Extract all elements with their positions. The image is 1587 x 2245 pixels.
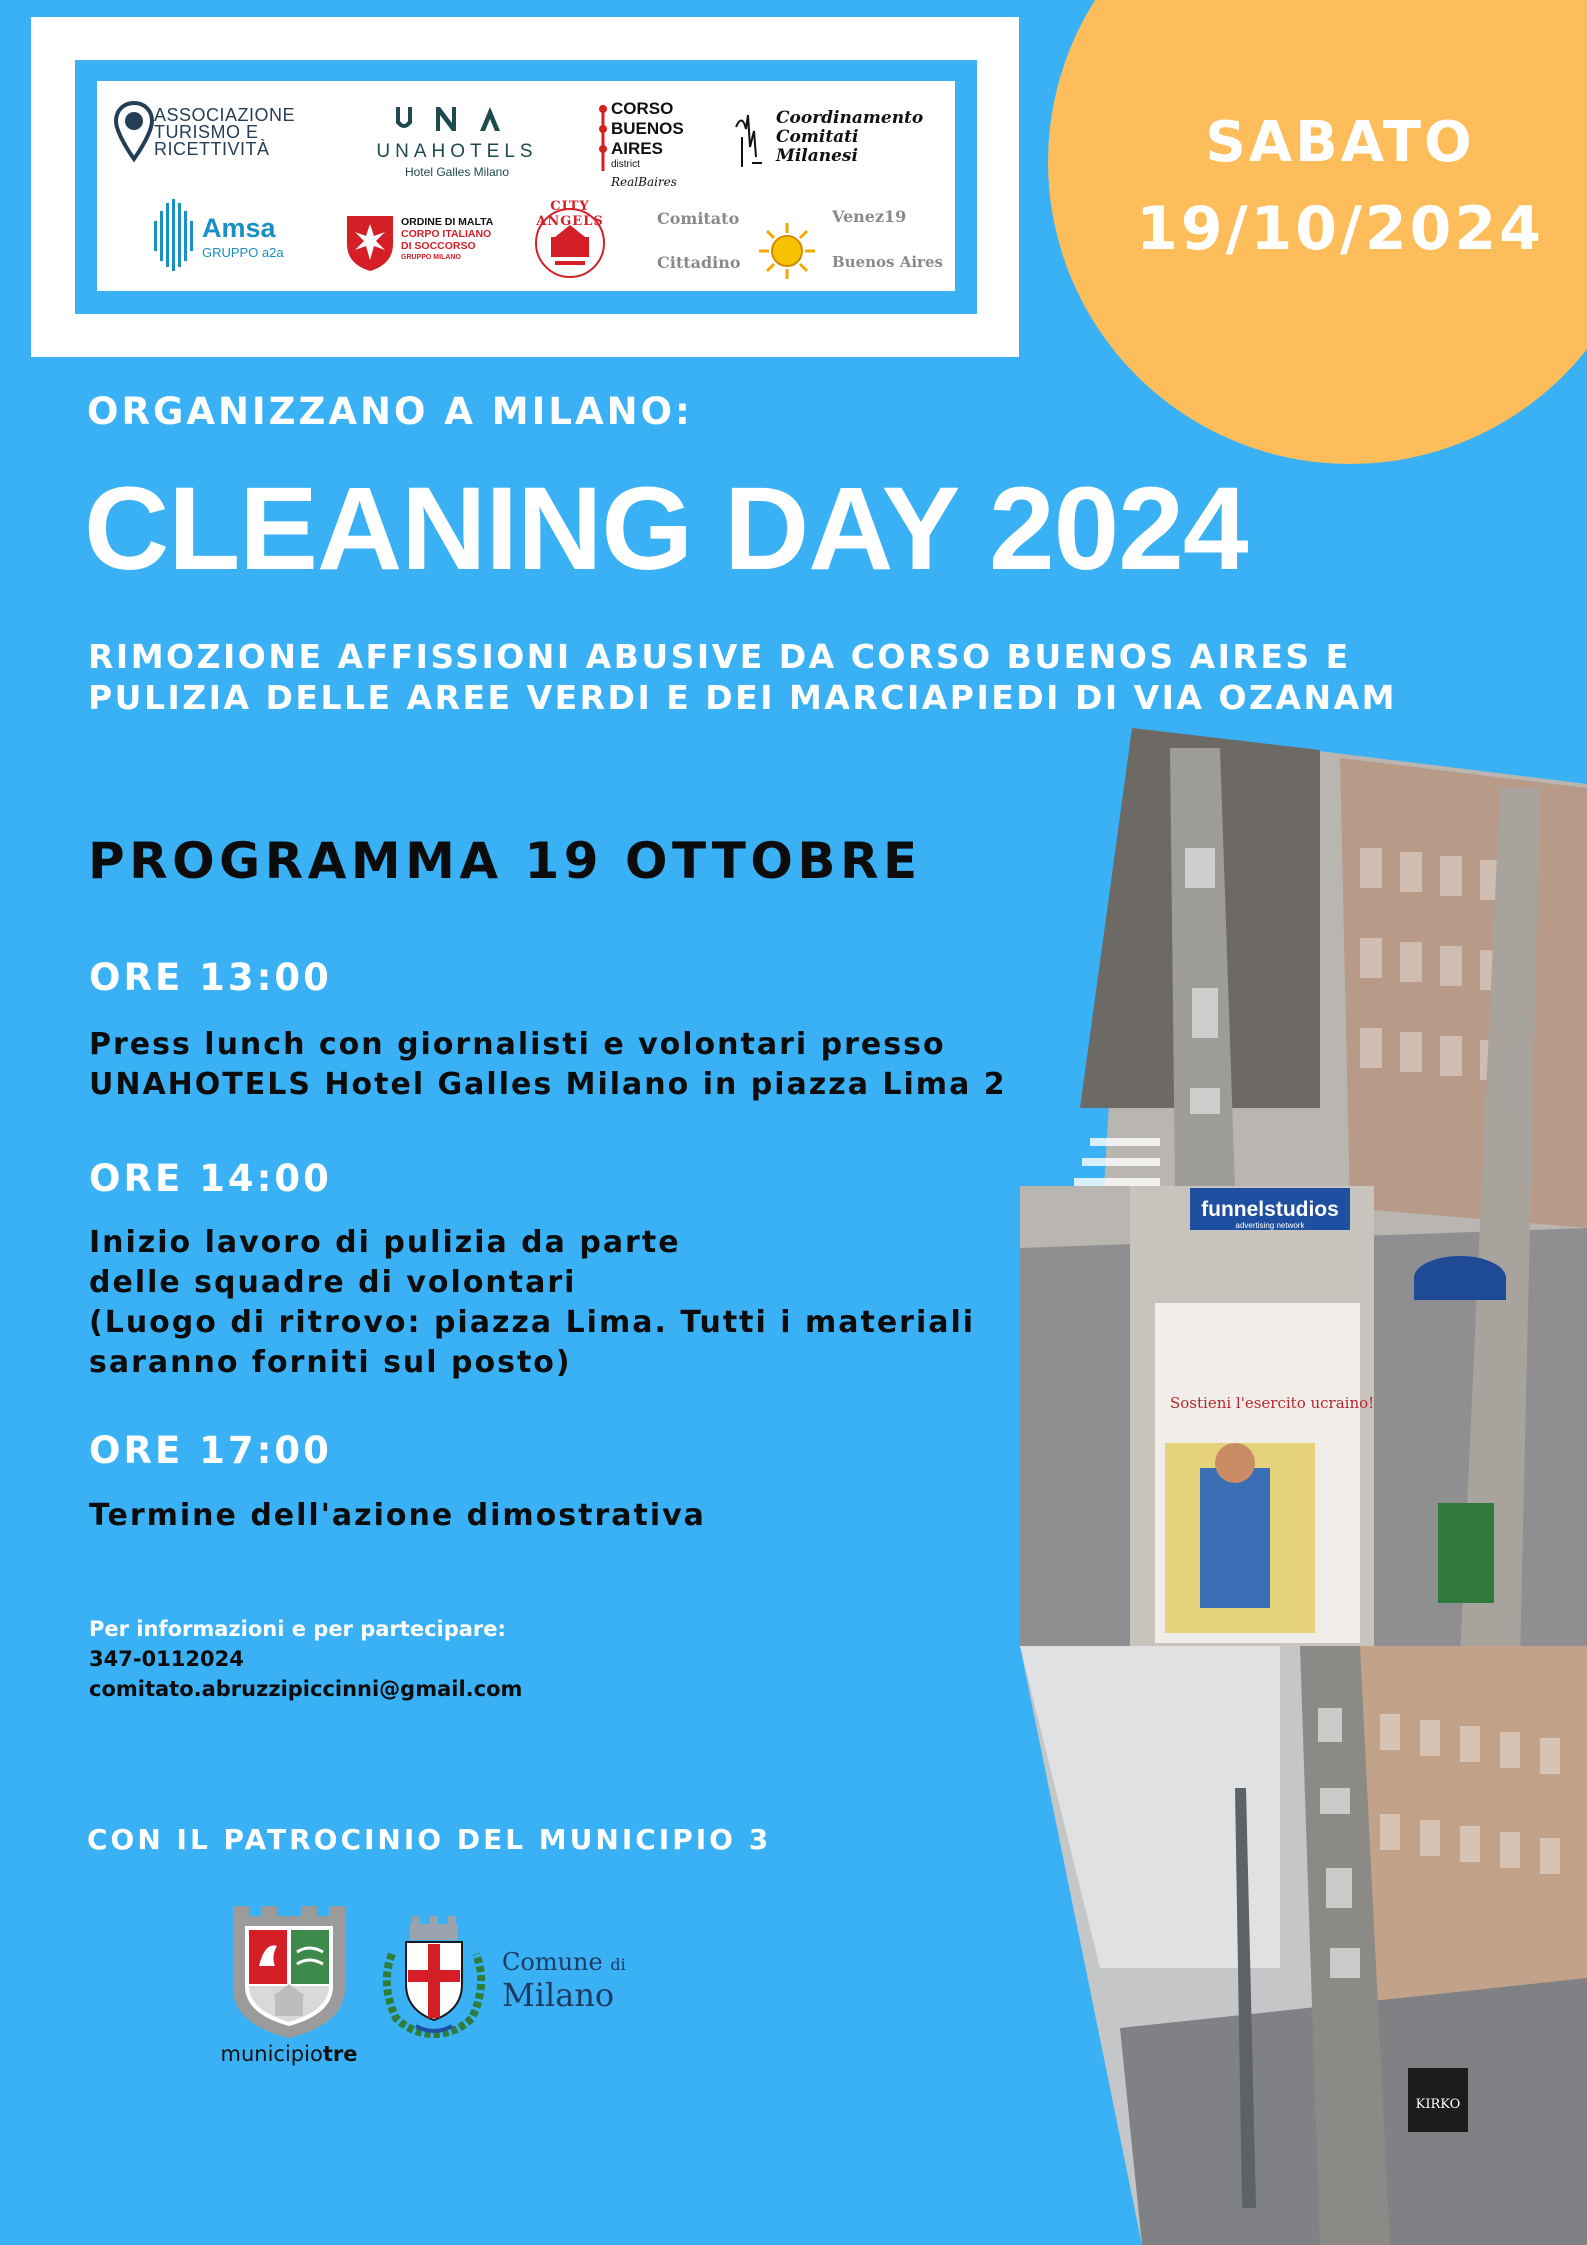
comitato-line-2: Cittadino bbox=[657, 253, 741, 272]
shop-sign: KIRKO bbox=[1415, 2097, 1461, 2112]
municipio-shield-icon bbox=[229, 1902, 349, 2042]
amsa-bars-icon bbox=[152, 199, 194, 271]
comune-line-1 bbox=[502, 1948, 626, 1976]
schedule-time-2: ORE 14:00 bbox=[89, 1157, 332, 1200]
coord-line-3: Milanesi bbox=[776, 146, 858, 166]
unahotels-mark-icon bbox=[392, 105, 502, 133]
comune-di-milano-logo bbox=[376, 1914, 636, 2044]
city-angels-logo bbox=[525, 197, 615, 283]
schedule-time-1: ORE 13:00 bbox=[89, 956, 332, 999]
photo-collage bbox=[1020, 728, 1587, 2245]
schedule-item-2-line-3: (Luogo di ritrovo: piazza Lima. Tutti i materiali bbox=[89, 1305, 976, 1340]
sun-emblem bbox=[757, 221, 817, 281]
schedule-item-2 bbox=[89, 1223, 975, 1383]
schedule-item-3-line-1: Termine dell'azione dimostrativa bbox=[89, 1498, 706, 1533]
municipio-name-bold: tre bbox=[322, 2042, 358, 2066]
date-day: 19/10/2024 bbox=[1136, 194, 1544, 264]
poster-header: funnelstudios bbox=[1201, 1198, 1339, 1221]
amsa-name: Amsa bbox=[202, 213, 276, 243]
schedule-item-3 bbox=[89, 1496, 706, 1536]
date-weekday: SABATO bbox=[1205, 110, 1475, 175]
unahotels-name: UNAHOTELS bbox=[376, 141, 538, 162]
maltese-cross-shield-icon bbox=[345, 214, 395, 272]
schedule-item-1-line-2: UNAHOTELS Hotel Galles Milano in piazza Lima 2 bbox=[89, 1067, 1007, 1102]
schedule-item-2-line-2: delle squadre di volontari bbox=[89, 1265, 577, 1300]
corso-line-2: BUENOS bbox=[611, 119, 684, 138]
venezia-buenos-aires-logo bbox=[832, 207, 952, 277]
associazione-turismo-logo bbox=[114, 101, 324, 171]
coord-line-1: Coordinamento bbox=[776, 108, 924, 128]
patrocinio-heading: CON IL PATROCINIO DEL MUNICIPIO 3 bbox=[87, 1823, 772, 1856]
corso-buenos-aires-logo bbox=[597, 99, 697, 195]
intro-heading: ORGANIZZANO A MILANO: bbox=[87, 390, 693, 433]
sun-icon bbox=[757, 221, 817, 281]
comune-di: di bbox=[610, 1955, 626, 1974]
malta-line-2: CORPO ITALIANO bbox=[401, 228, 492, 240]
poster-sub: advertising network bbox=[1235, 1221, 1305, 1230]
skyline-sketch-icon bbox=[732, 107, 766, 169]
malta-line-1: ORDINE DI MALTA bbox=[401, 216, 494, 228]
venezia-line-1: Venez19 bbox=[832, 207, 907, 226]
municipio-name-regular: municipio bbox=[220, 2042, 323, 2066]
photo-poster-on-pole bbox=[1130, 1186, 1374, 1646]
comitato-line-1: Comitato bbox=[657, 209, 740, 228]
schedule-time-3: ORE 17:00 bbox=[89, 1429, 332, 1472]
assoc-line-1: ASSOCIAZIONE bbox=[154, 105, 296, 125]
assoc-line-2: TURISMO E bbox=[154, 122, 259, 142]
coord-line-2: Comitati bbox=[776, 127, 859, 147]
contact-label: Per informazioni e per partecipare: bbox=[89, 1617, 506, 1641]
unahotels-logo bbox=[372, 105, 542, 179]
schedule-item-1-line-1: Press lunch con giornalisti e volontari presso bbox=[89, 1027, 946, 1062]
malta-line-4: GRUPPO MILANO bbox=[401, 254, 461, 261]
comitato-cittadino-logo bbox=[657, 209, 767, 279]
municipio-tre-logo bbox=[214, 1902, 364, 2072]
corso-line-3: AIRES bbox=[611, 139, 663, 158]
corso-signature: RealBaires bbox=[611, 175, 677, 189]
unahotels-sub: Hotel Galles Milano bbox=[404, 165, 510, 179]
programma-heading: PROGRAMMA 19 OTTOBRE bbox=[88, 832, 922, 890]
contact-phone[interactable]: 347-0112024 bbox=[89, 1647, 244, 1671]
schedule-item-2-line-4: saranno forniti sul posto) bbox=[89, 1345, 572, 1380]
district-line-icon bbox=[597, 101, 609, 177]
municipio-name bbox=[214, 2042, 364, 2066]
photo-long-street bbox=[1020, 1646, 1587, 2245]
malta-line-3: DI SOCCORSO bbox=[401, 240, 476, 252]
comune-word: Comune bbox=[502, 1948, 603, 1976]
page-title: CLEANING DAY 2024 bbox=[84, 463, 1248, 595]
date-badge bbox=[1048, 0, 1587, 464]
location-pin-icon bbox=[114, 101, 154, 163]
amsa-sub: GRUPPO a2a bbox=[202, 245, 284, 260]
amsa-logo bbox=[152, 199, 302, 275]
description-line-1: RIMOZIONE AFFISSIONI ABUSIVE DA CORSO BUENOS AIRES E bbox=[88, 637, 1351, 676]
coordinamento-comitati-logo bbox=[732, 107, 942, 177]
description-line-2: PULIZIA DELLE AREE VERDI E DEI MARCIAPIEDI DI VIA OZANAM bbox=[88, 678, 1397, 717]
city-angels-name: CITY ANGELS bbox=[536, 199, 604, 229]
corso-district: district bbox=[611, 159, 640, 170]
comune-line-2: Milano bbox=[502, 1976, 615, 2014]
sponsor-logos-panel bbox=[97, 81, 955, 291]
schedule-item-1 bbox=[89, 1025, 1007, 1105]
ordine-di-malta-logo bbox=[345, 214, 505, 278]
poster-headline: Sostieni l'esercito ucraino! bbox=[1170, 1394, 1375, 1412]
venezia-line-2: Buenos Aires bbox=[832, 253, 943, 271]
milano-coat-of-arms-icon bbox=[376, 1914, 492, 2040]
contact-email[interactable]: comitato.abruzzipiccinni@gmail.com bbox=[89, 1677, 523, 1701]
schedule-item-2-line-1: Inizio lavoro di pulizia da parte bbox=[89, 1225, 681, 1260]
corso-line-1: CORSO bbox=[611, 99, 674, 118]
assoc-line-3: RICETTIVITÀ bbox=[154, 139, 270, 159]
